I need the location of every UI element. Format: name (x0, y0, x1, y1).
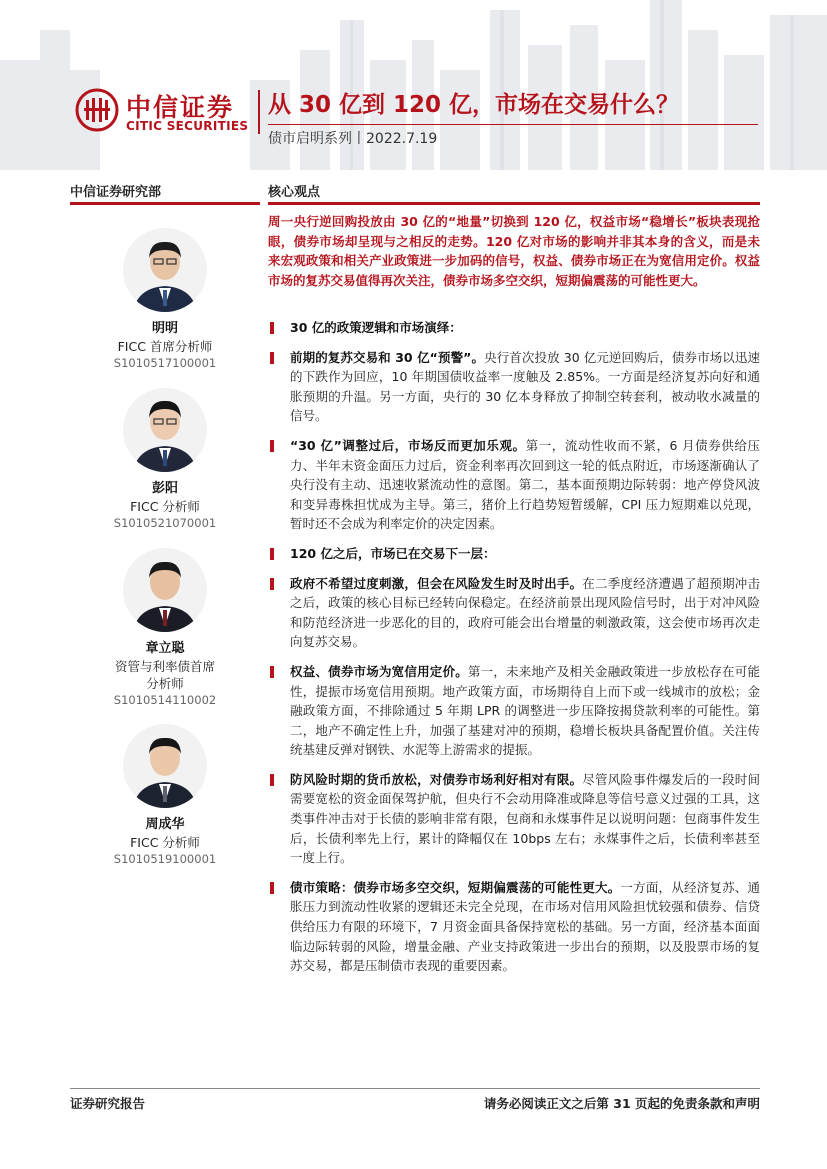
bullet-lead: “30 亿”调整过后，市场反而更加乐观。 (290, 437, 526, 453)
right-heading-rule (268, 202, 760, 205)
header-divider (258, 90, 260, 134)
bullet-text: 央行首次投放 30 亿元逆回购后，债券市场以迅速的下跌作为回应，10 年期国债收益率一度触及 2.85%。一方面是经济复苏向好和通胀预期的升温。另一方面，央行的 30 亿本身释放了抑制空转套利，被动收水减量的信号。 (290, 349, 760, 424)
bullet-lead: 30 亿的政策逻辑和市场演绎： (290, 320, 462, 335)
bullet-lead: 政府不希望过度刺激，但会在风险发生时及时出手。 (290, 575, 583, 591)
analyst-photo-avatar (123, 228, 207, 312)
analyst-card (70, 548, 260, 709)
analyst-cert: S1010519100001 (113, 852, 217, 866)
analyst-cert: S1010514110002 (113, 693, 217, 707)
bullet-item (268, 544, 760, 564)
analyst-photo-avatar (123, 724, 207, 808)
core-view-heading: 核心观点 (268, 185, 321, 200)
analyst-card (70, 228, 260, 372)
bullet-item (268, 574, 760, 652)
footer-rule (70, 1088, 760, 1089)
bullet-item (268, 770, 760, 868)
analyst-name: 章立聪 (145, 641, 185, 656)
bullet-marker (270, 548, 274, 560)
bullet-marker (270, 322, 274, 334)
footer-report-type: 证券研究报告 (70, 1096, 146, 1111)
analyst-title: FICC 首席分析师 (117, 339, 213, 354)
bullet-item (268, 662, 760, 760)
footer-disclaimer: 请务必阅读正文之后第 31 页起的免责条款和声明 (483, 1096, 760, 1111)
bullet-text: 在二季度经济遭遇了超预期冲击之后，政策的核心目标已经转向保稳定。在经济前景出现风险信号时，出于对冲风险和防范经济进一步恶化的目的，政府可能会出台增量的刺激政策，这会使市场再次走向复苏交易。 (290, 575, 760, 650)
bullet-marker (270, 440, 274, 452)
left-heading-rule (70, 202, 260, 205)
core-summary: 周一央行逆回购投放由 30 亿的“地量”切换到 120 亿，权益市场“稳增长”板块表现抢眼，债券市场却呈现与之相反的走势。120 亿对市场的影响并非其本身的含义，而是未来宏观政策和相关产业政策进一步加码的信号，权益、债券市场正在为宽信用定价。权益市场的复苏交易值得再次关注，债券市场多空交织，短期偏震荡的可能性更大。 (268, 214, 760, 288)
bullet-lead: 120 亿之后，市场已在交易下一层： (290, 545, 496, 561)
title-underline (268, 124, 758, 125)
analyst-title: 资管与利率债首席 (114, 659, 215, 674)
analyst-cert: S1010521070001 (113, 516, 217, 530)
analyst-title: FICC 分析师 (130, 499, 200, 514)
analyst-title: FICC 分析师 (130, 835, 200, 850)
analyst-title-line2: 分析师 (146, 676, 184, 691)
bullet-marker (270, 352, 274, 364)
bullet-marker (270, 882, 274, 894)
bullet-text: 一方面，从经济复苏、通胀压力到流动性收紧的逻辑还未完全兑现，在市场对信用风险担忧较强和债券、信贷供给压力有限的环境下，7 月资金面具备保持宽松的基础。另一方面，经济基本面面临边际转弱的风险，增量金融、产业支持政策进一步出台的预期，以及股票市场的复苏交易，都是压制债市表现的重要因素。 (290, 879, 760, 974)
bullet-marker (270, 578, 274, 590)
bullet-marker (270, 666, 274, 678)
analyst-name: 明明 (151, 321, 178, 336)
logo-english: CITIC SECURITIES (126, 119, 249, 133)
analyst-name: 周成华 (145, 817, 185, 832)
series-date: 债市启明系列丨2022.7.19 (268, 131, 438, 147)
bullet-text: 第一，流动性收而不紧，6 月债券供给压力、半年末资金面压力过后，资金利率再次回到这一轮的低点附近，市场逐渐确认了央行没有主动、迅速收紧流动性的意图。第二，基本面预期边际转弱：地产停贷风波和变异毒株担忧成为主导。第三，猪价上行趋势短暂缓解，CPI 压力短期难以兑现，暂时还不会成为利率定价的决定因素。 (290, 437, 760, 532)
bullet-lead: 权益、债券市场为宽信用定价。 (290, 663, 468, 679)
analyst-card (70, 724, 260, 868)
bullet-lead: 防风险时期的货币放松，对债券市场利好相对有限。 (290, 771, 583, 787)
analyst-name: 彭阳 (151, 481, 178, 496)
analyst-cert: S1010517100001 (113, 356, 217, 370)
bullet-marker (270, 774, 274, 786)
analyst-photo-avatar (123, 388, 207, 472)
bullet-lead: 债市策略：债券市场多空交织，短期偏震荡的可能性更大。 (290, 879, 621, 895)
bullet-item (268, 348, 760, 426)
logo-chinese: 中信证券 (126, 93, 235, 122)
bullet-list (268, 318, 760, 986)
analyst-photo-avatar (123, 548, 207, 632)
bullet-item (268, 878, 760, 976)
analyst-card (70, 388, 260, 532)
report-title: 从 30 亿到 120 亿，市场在交易什么？ (268, 92, 680, 118)
research-dept-heading: 中信证券研究部 (70, 185, 162, 200)
bullet-item (268, 436, 760, 534)
bullet-item (268, 318, 760, 338)
bullet-lead: 前期的复苏交易和 30 亿“预警”。 (290, 349, 485, 365)
citic-logo-icon (75, 88, 119, 132)
bullet-text: 第一，未来地产及相关金融政策进一步放松存在可能性，提振市场宽信用预期。地产政策方面，市场期待自上而下或一线城市的放松；金融政策方面，不排除通过 5 年期 LPR 的调整进一步压降按揭贷款利率的可能性。第二，地产不确定性上升，加强了基建对冲的预期，稳增长板块具备配置价值。关注传统基建反弹对钢铁、水泥等上游需求的提振。 (290, 663, 760, 758)
bullet-text: 尽管风险事件爆发后的一段时间需要宽松的资金面保驾护航，但央行不会动用降准或降息等信号意义过强的工具，这类事件冲击对于长债的影响非常有限，包商和永煤事件足以说明问题：包商事件发生后，长债利率先上行，累计的降幅仅在 10bps 左右；永煤事件之后，长债利率甚至一度上行。 (290, 771, 760, 866)
